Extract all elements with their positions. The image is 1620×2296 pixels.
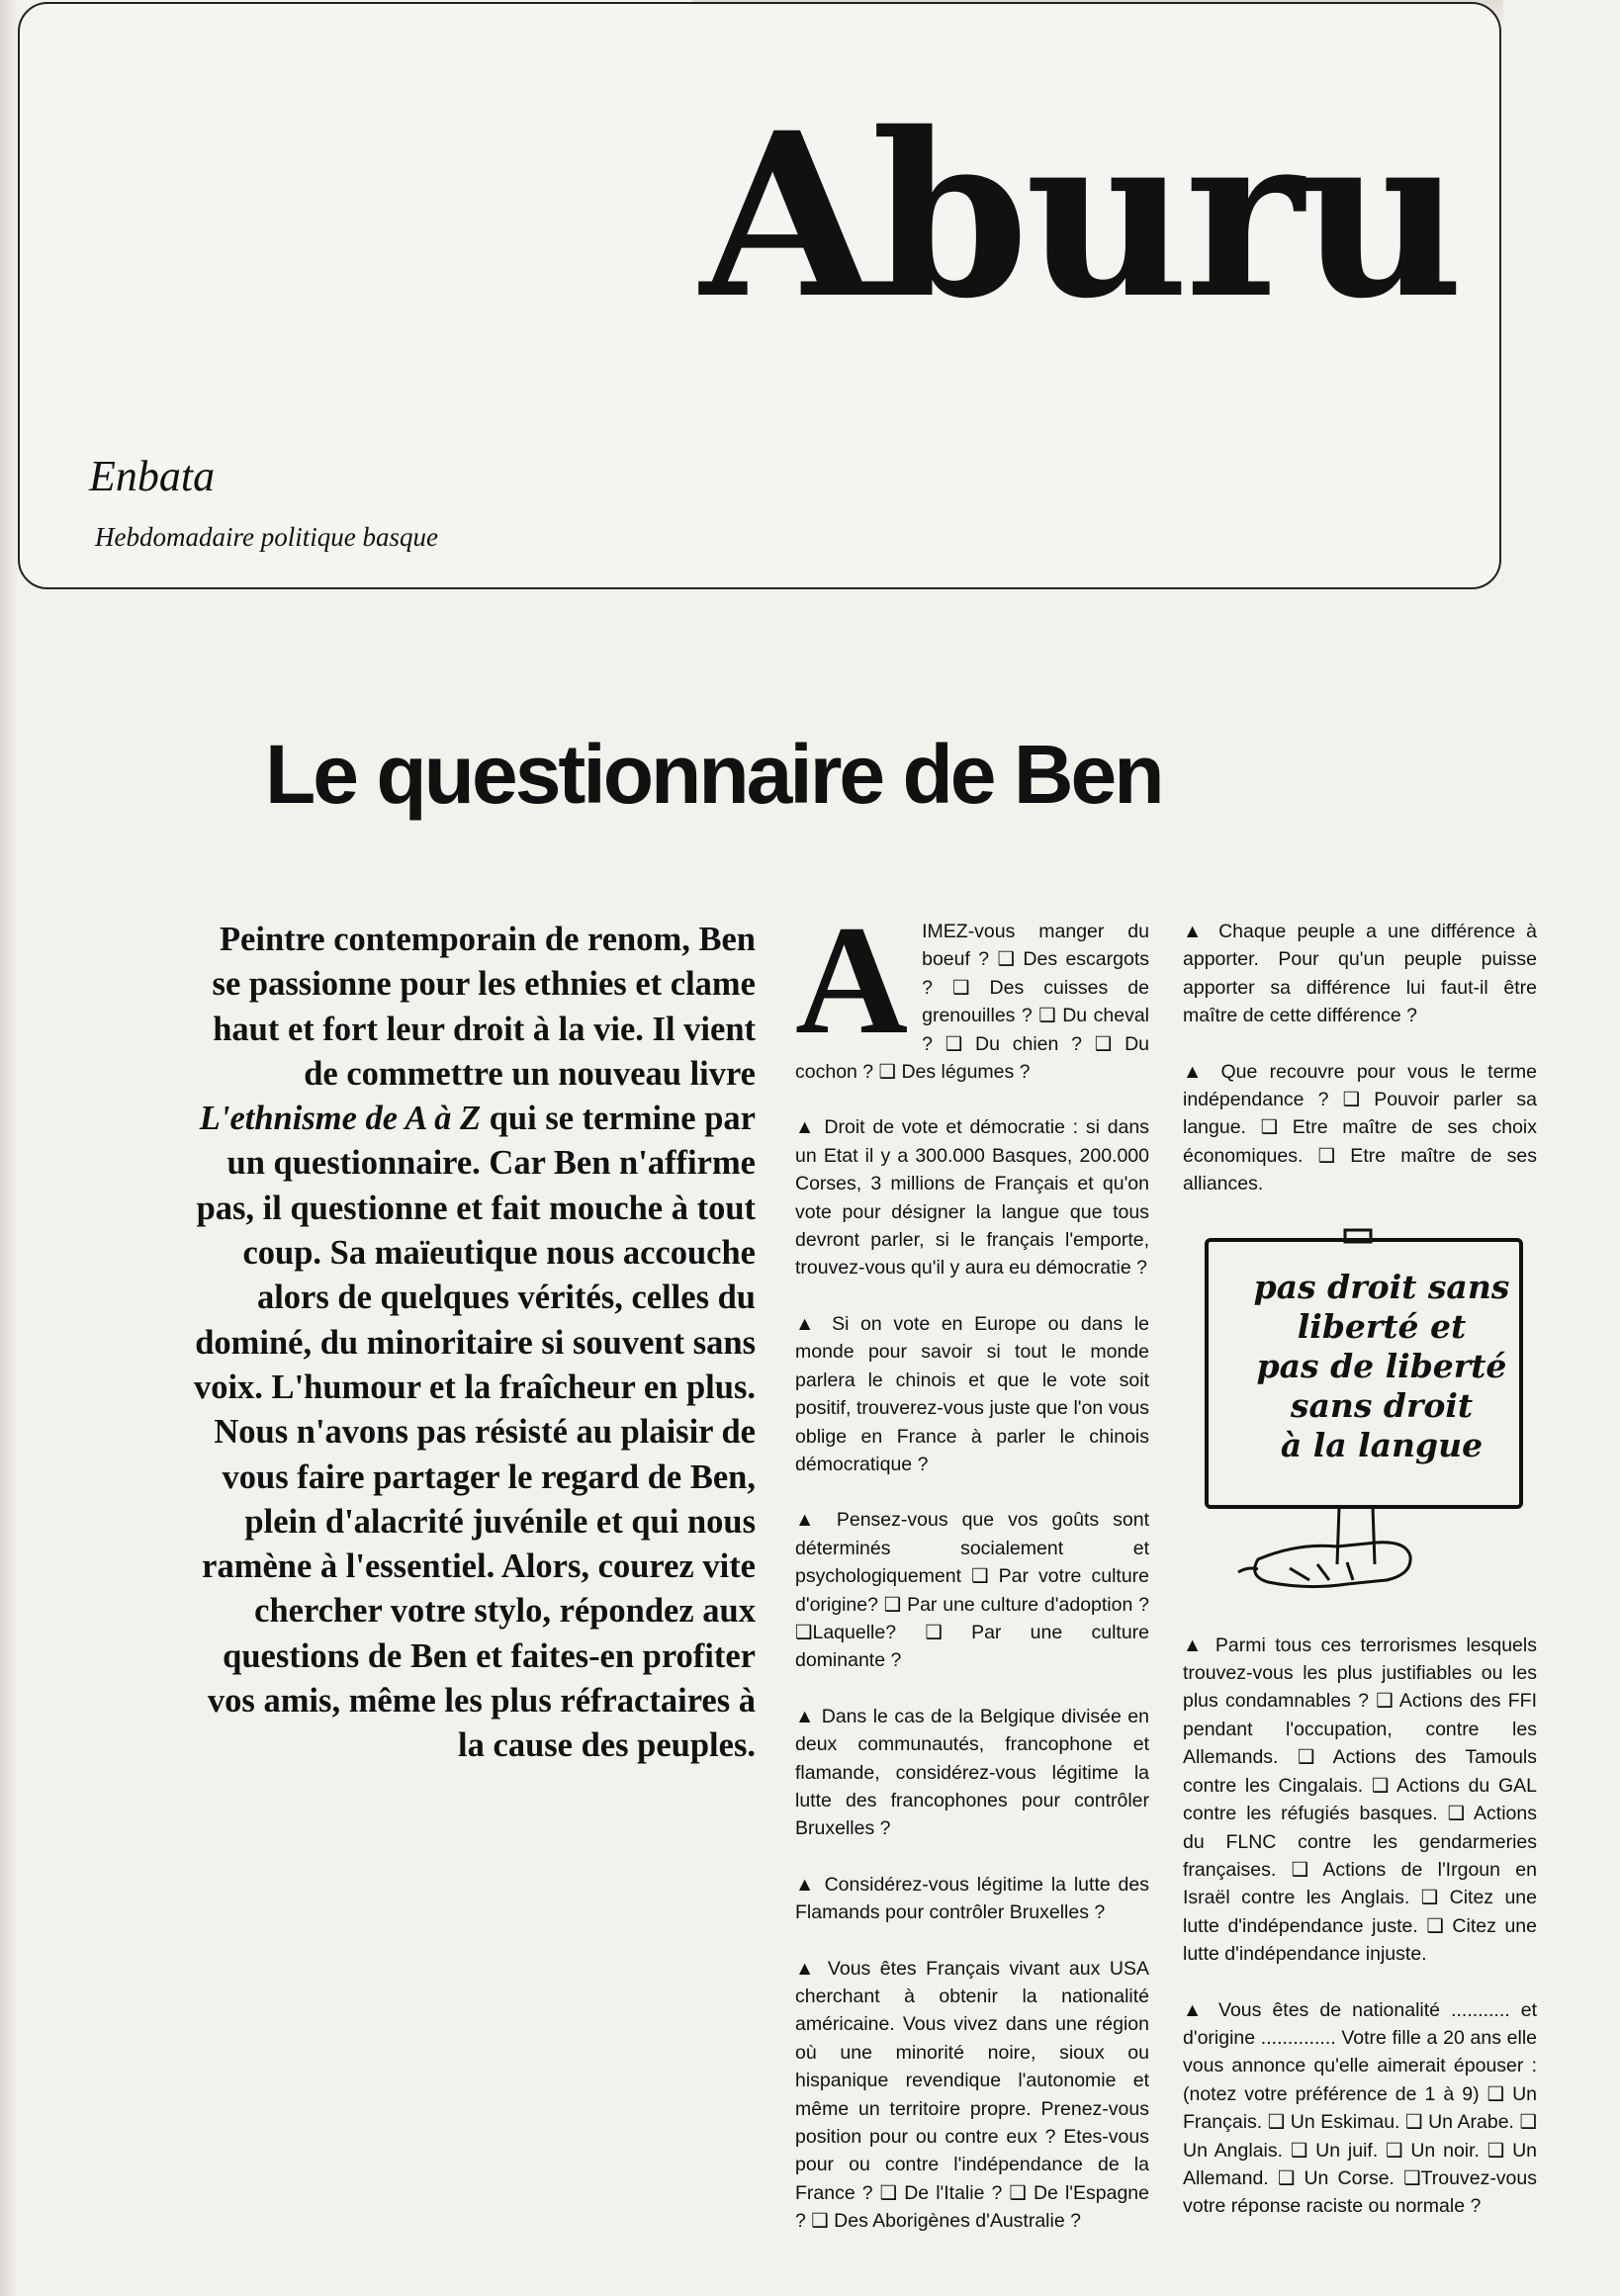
sign-line: pas droit sans bbox=[1253, 1268, 1510, 1306]
question-item: ▲ Vous êtes Français vivant aux USA cherchant à obtenir la nationalité américaine. Vous vivez dans une région où une minorité noire, sioux ou hispanique revendique l'autonomie et même un territoire propre. Prenez-vous position pour ou contre eux ? Etes-vous pour ou contre l'indépendance de la France ? ❑ De l'Italie ? ❑ De l'Espagne ? ❑ Des Aborigènes d'Australie ? bbox=[795, 1957, 1149, 2233]
question-item: ▲ Dans le cas de la Belgique divisée en deux communautés, francophone et flamande, considérez-vous légitime la lutte des francophones pour contrôler Bruxelles ? bbox=[795, 1705, 1149, 1840]
sign-text bbox=[1238, 1268, 1525, 1465]
page-edge bbox=[0, 0, 18, 2296]
drop-cap: A bbox=[795, 894, 909, 1067]
publication-subtitle: Hebdomadaire politique basque bbox=[95, 522, 438, 552]
intro-text-b: qui se termine par un questionnaire. Car Ben n'affirme pas, il questionne et fait mouche à tout coup. Sa maïeutique nous accouche alors de quelques vérités, celles du dominé, du minoritaire si souvent sans voix. L'humour et la fraîcheur en plus. Nous n'avons pas résisté au plaisir de vous faire partager le regard de Ben, plein d'alacrité juvénile et qui nous ramène à l'essentiel. Alors, courez vite chercher votre stylo, répondez aux questions de Ben et faites-en profiter vos amis, même les plus réfractaires à la cause des peuples. bbox=[193, 1100, 756, 1765]
sign-line: sans droit bbox=[1290, 1386, 1474, 1425]
question-item: ▲ Parmi tous ces terrorismes lesquels trouvez-vous les plus justifiables ou les plus condamnables ? ❑ Actions des FFI pendant l'occupation, contre les Allemands. ❑ Actions des Tamouls contre les Cingalais. ❑ Actions du GAL contre les réfugiés basques. ❑ Actions du FLNC contre les gendarmeries françaises. ❑ Actions de l'Irgoun en Israël contre les Anglais. ❑ Citez une lutte d'indépendance juste. ❑ Citez une lutte d'indépendance injuste. bbox=[1183, 1634, 1537, 1966]
sign-line: liberté et bbox=[1297, 1307, 1467, 1346]
question-text: IMEZ-vous manger du boeuf ? ❑ Des escargots ? ❑ Des cuisses de grenouilles ? ❑ Du cheval ? ❑ Du chien ? ❑ Du cochon ? ❑ Des légumes ? bbox=[795, 921, 1149, 1084]
intro-text-a: Peintre contemporain de renom, Ben se passionne pour les ethnies et clame haut et fort leur droit à la vie. Il vient de commettre un nouveau livre bbox=[212, 921, 756, 1093]
question-item: ▲ Vous êtes de nationalité ........... et d'origine .............. Votre fille a 20 ans elle vous annonce qu'elle aimerait épouser : (notez votre préférence de 1 à 9) ❑ Un Français. ❑ Un Eskimau. ❑ Un Arabe. ❑ Un Anglais. ❑ Un juif. ❑ Un noir. ❑ Un Allemand. ❑ Un Corse. ❑Trouvez-vous votre réponse raciste ou normale ? bbox=[1183, 1998, 1537, 2218]
sign-line: à la langue bbox=[1280, 1426, 1484, 1464]
article-intro bbox=[188, 918, 756, 1769]
question-item: ▲ Que recouvre pour vous le terme indépendance ? ❑ Pouvoir parler sa langue. ❑ Etre maître de ses choix économiques. ❑ Etre maître de ses alliances. bbox=[1183, 1060, 1537, 1195]
article-headline: Le questionnaire de Ben bbox=[265, 728, 1162, 821]
question-item: ▲ Considérez-vous légitime la lutte des Flamands pour contrôler Bruxelles ? bbox=[795, 1873, 1149, 1924]
publication-name: Enbata bbox=[89, 452, 216, 500]
masthead-title: Aburu bbox=[700, 83, 1460, 348]
question-item: ▲ Si on vote en Europe ou dans le monde pour savoir si tout le monde parlera le chinois et que le vote soit positif, trouverez-vous juste que l'on vous oblige en France à parler le chinois démocratique ? bbox=[795, 1312, 1149, 1475]
masthead-box bbox=[18, 2, 1501, 589]
book-title: L'ethnisme de A à Z bbox=[199, 1100, 482, 1138]
question-item: ▲ Chaque peuple a une différence à apporter. Pour qu'un peuple puisse apporter sa différence lui faut-il être maître de cette différence ? bbox=[1183, 921, 1537, 1027]
questions-column-middle bbox=[795, 894, 1149, 2263]
question-item: ▲ Pensez-vous que vos goûts sont déterminés socialement et psychologiquement ❑ Par votre culture d'origine? ❑ Par une culture d'adoption ? ❑Laquelle? ❑ Par une culture dominante ? bbox=[795, 1509, 1149, 1672]
question-item: ▲ Droit de vote et démocratie : si dans un Etat il y a 300.000 Basques, 200.000 Corses, 3 millions de Français et qu'on vote pour désigner la langue que tous devront parler, si le français l'emporte, trouvez-vous qu'il y aura eu démocratie ? bbox=[795, 1116, 1149, 1280]
question-item bbox=[795, 894, 1149, 1086]
sign-line: pas de liberté bbox=[1256, 1347, 1507, 1385]
